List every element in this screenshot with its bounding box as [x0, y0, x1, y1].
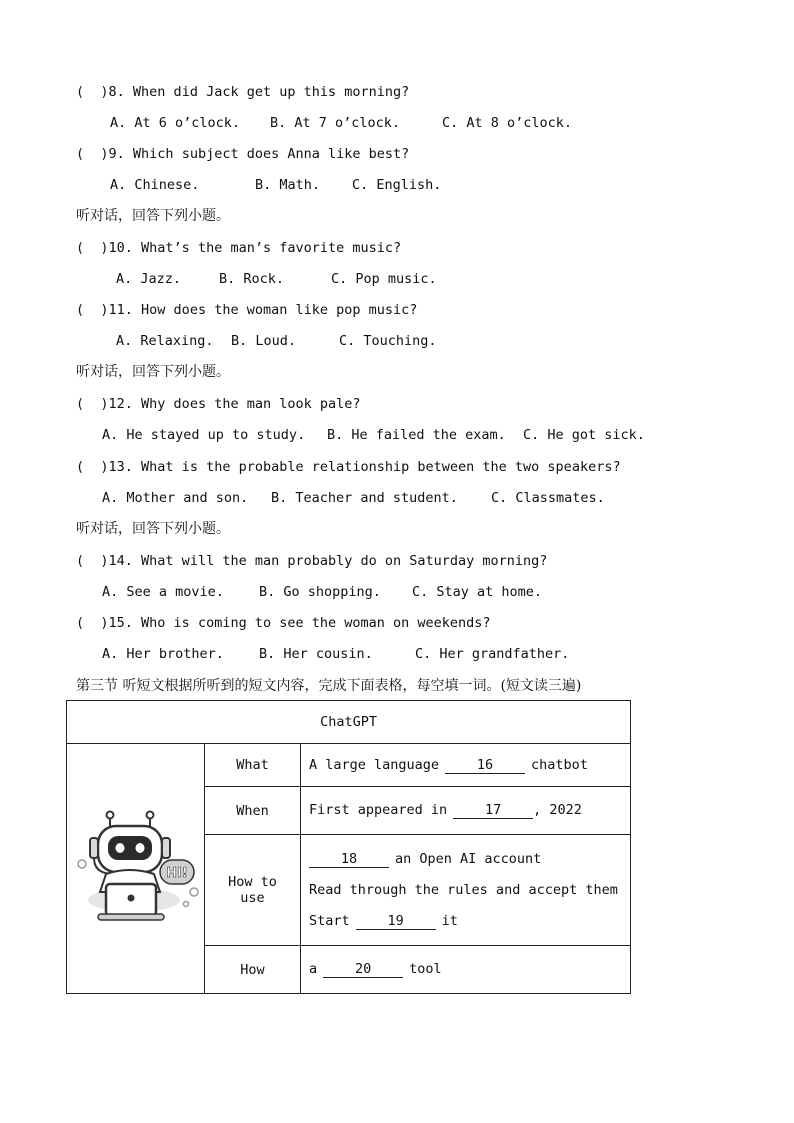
- option-c: C. At 8 o’clock.: [442, 115, 573, 131]
- option-b: B. At 7 o’clock.: [270, 115, 401, 131]
- blank-17: 17: [453, 802, 533, 819]
- question-10: ( )10. What’s the man’s favorite music?: [76, 240, 402, 256]
- blank-16: 16: [445, 757, 525, 774]
- question-15-options: [102, 644, 569, 664]
- option-c: C. Classmates.: [491, 490, 605, 506]
- option-a: A. Relaxing.: [116, 333, 214, 349]
- option-c: C. Touching.: [339, 333, 437, 349]
- option-c: C. Stay at home.: [412, 584, 543, 600]
- dialogue-instruction: 听对话，回答下列小题。: [76, 521, 230, 537]
- option-b: B. He failed the exam.: [327, 427, 506, 443]
- chatgpt-table: [66, 700, 631, 994]
- row-value-how-to-use: 18 an Open AI account Read through the rules and accept them Start 19 it: [301, 835, 631, 946]
- option-a: A. Jazz.: [116, 271, 182, 287]
- question-14-options: [102, 582, 542, 602]
- blank-20: 20: [323, 961, 403, 978]
- option-a: A. Mother and son.: [102, 490, 249, 506]
- option-c: C. Her grandfather.: [415, 646, 570, 662]
- option-c: C. Pop music.: [331, 271, 437, 287]
- chatbot-robot-icon: [70, 804, 202, 934]
- question-13: ( )13. What is the probable relationship between the two speakers?: [76, 459, 621, 475]
- row-value-how: a 20 tool: [301, 946, 631, 994]
- question-13-options: [102, 488, 605, 508]
- row-label-when: When: [205, 787, 301, 835]
- question-8: ( )8. When did Jack get up this morning?: [76, 84, 410, 100]
- question-11-options: [116, 331, 437, 351]
- option-a: A. He stayed up to study.: [102, 427, 306, 443]
- question-12-options: [102, 425, 645, 445]
- robot-illustration-cell: [67, 744, 205, 994]
- row-label-what: What: [205, 744, 301, 787]
- section-3-instruction: 第三节 听短文根据所听到的短文内容，完成下面表格，每空填一词。(短文读三遍): [76, 678, 582, 694]
- option-c: C. He got sick.: [523, 427, 645, 443]
- question-12: ( )12. Why does the man look pale?: [76, 396, 361, 412]
- robot-hi-badge: HI!: [165, 865, 188, 881]
- question-8-options: [110, 113, 572, 133]
- question-11: ( )11. How does the woman like pop music?: [76, 302, 418, 318]
- dialogue-instruction: 听对话，回答下列小题。: [76, 364, 230, 380]
- blank-19: 19: [356, 913, 436, 930]
- option-a: A. At 6 o’clock.: [110, 115, 241, 131]
- blank-18: 18: [309, 851, 389, 868]
- option-b: B. Her cousin.: [259, 646, 373, 662]
- question-15: ( )15. Who is coming to see the woman on weekends?: [76, 615, 491, 631]
- row-label-how-to-use: How to use: [205, 835, 301, 946]
- option-b: B. Rock.: [219, 271, 285, 287]
- question-9: ( )9. Which subject does Anna like best?: [76, 146, 410, 162]
- option-b: B. Go shopping.: [259, 584, 381, 600]
- table-title: ChatGPT: [67, 701, 631, 744]
- option-b: B. Loud.: [231, 333, 297, 349]
- question-9-options: [110, 175, 441, 195]
- question-10-options: [116, 269, 437, 289]
- dialogue-instruction: 听对话，回答下列小题。: [76, 208, 230, 224]
- option-b: B. Teacher and student.: [271, 490, 458, 506]
- robot-illustration: [67, 804, 204, 934]
- option-a: A. Her brother.: [102, 646, 224, 662]
- row-value-what: A large language 16 chatbot: [301, 744, 631, 787]
- option-a: A. See a movie.: [102, 584, 224, 600]
- question-14: ( )14. What will the man probably do on Saturday morning?: [76, 553, 548, 569]
- row-label-how: How: [205, 946, 301, 994]
- option-a: A. Chinese.: [110, 177, 200, 193]
- row-value-when: First appeared in 17 , 2022: [301, 787, 631, 835]
- option-c: C. English.: [352, 177, 442, 193]
- option-b: B. Math.: [255, 177, 321, 193]
